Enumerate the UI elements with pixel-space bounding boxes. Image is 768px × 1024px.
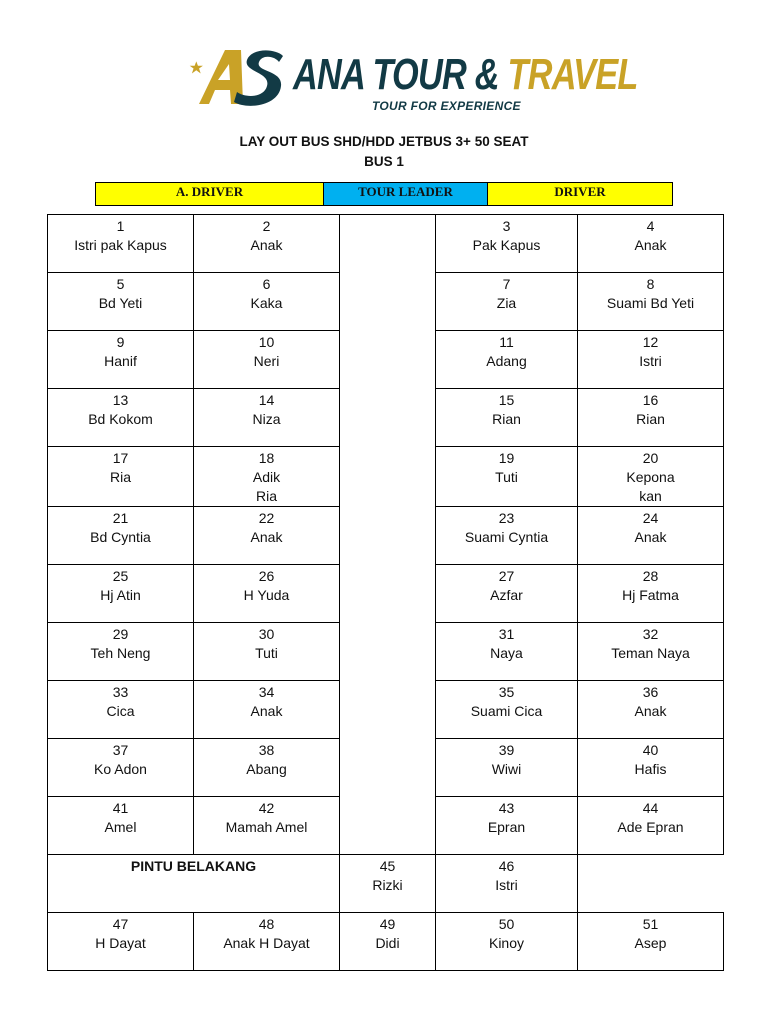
seat-number: 21 [112,510,129,526]
seat-name: Mamah Amel [225,819,308,835]
seat-name: H Yuda [243,587,290,603]
seat-4 [578,215,724,273]
seat-number: 10 [258,334,275,350]
seat-row [48,215,724,273]
seat-34 [194,681,340,739]
seat-7 [436,273,578,331]
brand-name-part2: TRAVEL [507,50,638,99]
seat-6 [194,273,340,331]
seat-name: Tuti [255,645,278,661]
seat-number: 39 [498,742,515,758]
seat-name: Niza [252,411,281,427]
seat-3 [436,215,578,273]
seat-14 [194,389,340,447]
seat-name: Kepona [626,469,675,485]
header-driver: DRIVER [488,183,672,205]
seat-8 [578,273,724,331]
seat-name: Teh Neng [90,645,151,661]
seat-5 [48,273,194,331]
seat-name: Didi [375,935,400,951]
seat-12 [578,331,724,389]
header-tour-leader: TOUR LEADER [324,183,488,205]
seat-20 [578,447,724,507]
seat-37 [48,739,194,797]
company-logo [185,44,638,116]
seat-42 [194,797,340,855]
seat-number: 7 [502,276,511,292]
seat-number: 12 [642,334,659,350]
aisle [340,215,436,855]
seat-number: 18 [258,450,275,466]
seat-name: Rizki [372,877,403,893]
seat-name: Anak [250,703,283,719]
seat-33 [48,681,194,739]
seat-11 [436,331,578,389]
seat-number: 6 [262,276,271,292]
seat-number: 48 [258,916,275,932]
seat-row [48,855,724,913]
seat-2 [194,215,340,273]
page-subtitle: BUS 1 [364,154,404,169]
seat-name: Pak Kapus [472,237,541,253]
seat-name: Neri [253,353,280,369]
seat-name: H Dayat [95,935,146,951]
seat-name-line2: kan [639,488,662,504]
seat-39 [436,739,578,797]
seat-number: 5 [116,276,125,292]
seat-number: 34 [258,684,275,700]
seat-number: 4 [646,218,655,234]
seat-number: 44 [642,800,659,816]
seat-name: Amel [104,819,137,835]
seat-number: 26 [258,568,275,584]
seat-45 [340,855,436,913]
seat-number: 50 [498,916,515,932]
seat-name: Tuti [495,469,518,485]
seat-name: Hafis [634,761,667,777]
seat-name-line2: Ria [255,488,277,504]
seat-name: Wiwi [491,761,522,777]
seat-16 [578,389,724,447]
seat-name: Hanif [104,353,137,369]
seat-number: 1 [116,218,125,234]
seat-31 [436,623,578,681]
seat-15 [436,389,578,447]
seat-number: 36 [642,684,659,700]
seat-name: Bd Cyntia [90,529,151,545]
seat-name: Rian [492,411,521,427]
seat-32 [578,623,724,681]
seat-name: Suami Bd Yeti [606,295,695,311]
page-title: LAY OUT BUS SHD/HDD JETBUS 3+ 50 SEAT [239,134,529,149]
seat-number: 16 [642,392,659,408]
tagline: TOUR FOR EXPERIENCE [372,99,521,113]
seat-number: 2 [262,218,271,234]
seat-number: 22 [258,510,275,526]
seat-number: 33 [112,684,129,700]
seat-name: Bd Kokom [88,411,153,427]
seat-name: Abang [246,761,287,777]
seat-number: 8 [646,276,655,292]
seat-layout-table [47,214,724,971]
seat-number: 45 [379,858,396,874]
seat-name: Zia [496,295,517,311]
seat-27 [436,565,578,623]
seat-name: Teman Naya [611,645,690,661]
seat-number: 41 [112,800,129,816]
header-a-driver: A. DRIVER [96,183,324,205]
seat-name: Azfar [490,587,523,603]
seat-name: Hj Atin [100,587,141,603]
brand-name-part1: ANA TOUR & [293,50,508,99]
seat-name: Cica [106,703,135,719]
as-logo-mark-icon [185,44,285,108]
seat-number: 11 [499,334,514,350]
seat-35 [436,681,578,739]
seat-41 [48,797,194,855]
seat-number: 14 [258,392,275,408]
seat-number: 3 [502,218,511,234]
seat-name: Istri [639,353,662,369]
seat-name: Anak [634,237,667,253]
seat-number: 29 [112,626,129,642]
seat-26 [194,565,340,623]
seat-name: Ko Adon [94,761,147,777]
seat-number: 15 [498,392,515,408]
seat-number: 20 [642,450,659,466]
seat-10 [194,331,340,389]
seat-9 [48,331,194,389]
seat-1 [48,215,194,273]
seat-28 [578,565,724,623]
seat-row [48,913,724,971]
driver-header-bar [95,182,673,206]
seat-48 [194,913,340,971]
seat-number: 30 [258,626,275,642]
seat-23 [436,507,578,565]
seat-47 [48,913,194,971]
seat-name: Rian [636,411,665,427]
seat-number: 23 [498,510,515,526]
seat-24 [578,507,724,565]
seat-number: 38 [258,742,275,758]
seat-number: 47 [112,916,129,932]
seat-name: Anak [250,529,283,545]
seat-name: Anak [634,703,667,719]
seat-13 [48,389,194,447]
seat-name: Kinoy [488,935,525,951]
seat-name: Anak [250,237,283,253]
seat-44 [578,797,724,855]
seat-50 [436,913,578,971]
seat-18 [194,447,340,507]
seat-43 [436,797,578,855]
seat-number: 51 [642,916,659,932]
seat-17 [48,447,194,507]
seat-40 [578,739,724,797]
seat-number: 42 [258,800,275,816]
seat-22 [194,507,340,565]
seat-number: 19 [498,450,515,466]
brand-name [293,50,638,100]
seat-number: 35 [498,684,515,700]
seat-name: Kaka [250,295,283,311]
seat-number: 49 [379,916,396,932]
seat-name: Ria [109,469,131,485]
seat-51 [578,913,724,971]
seat-number: 17 [112,450,129,466]
seat-name: Asep [634,935,667,951]
seat-name: Suami Cyntia [464,529,549,545]
seat-38 [194,739,340,797]
seat-number: 24 [642,510,659,526]
seat-21 [48,507,194,565]
seat-29 [48,623,194,681]
seat-name: Adik [252,469,281,485]
seat-name: Adang [486,353,527,369]
seat-name: Anak H Dayat [223,935,310,951]
seat-number: 25 [112,568,129,584]
seat-number: 40 [642,742,659,758]
seat-number: 28 [642,568,659,584]
seat-number: 13 [112,392,129,408]
seat-36 [578,681,724,739]
seat-25 [48,565,194,623]
seat-49 [340,913,436,971]
seat-name: Naya [490,645,523,661]
seat-number: 32 [642,626,659,642]
seat-46 [436,855,578,913]
rear-door-label: PINTU BELAKANG [48,855,340,913]
seat-name: Epran [487,819,526,835]
seat-name: Hj Fatma [622,587,679,603]
seat-number: 31 [498,626,515,642]
seat-number: 37 [112,742,129,758]
seat-30 [194,623,340,681]
seat-name: Ade Epran [617,819,684,835]
seat-name: Istri pak Kapus [74,237,167,253]
seat-number: 43 [498,800,515,816]
seat-name: Anak [634,529,667,545]
seat-19 [436,447,578,507]
seat-number: 46 [498,858,515,874]
seat-name: Suami Cica [470,703,543,719]
seat-name: Bd Yeti [98,295,143,311]
seat-name: Istri [495,877,518,893]
seat-number: 27 [498,568,515,584]
seat-number: 9 [116,334,125,350]
